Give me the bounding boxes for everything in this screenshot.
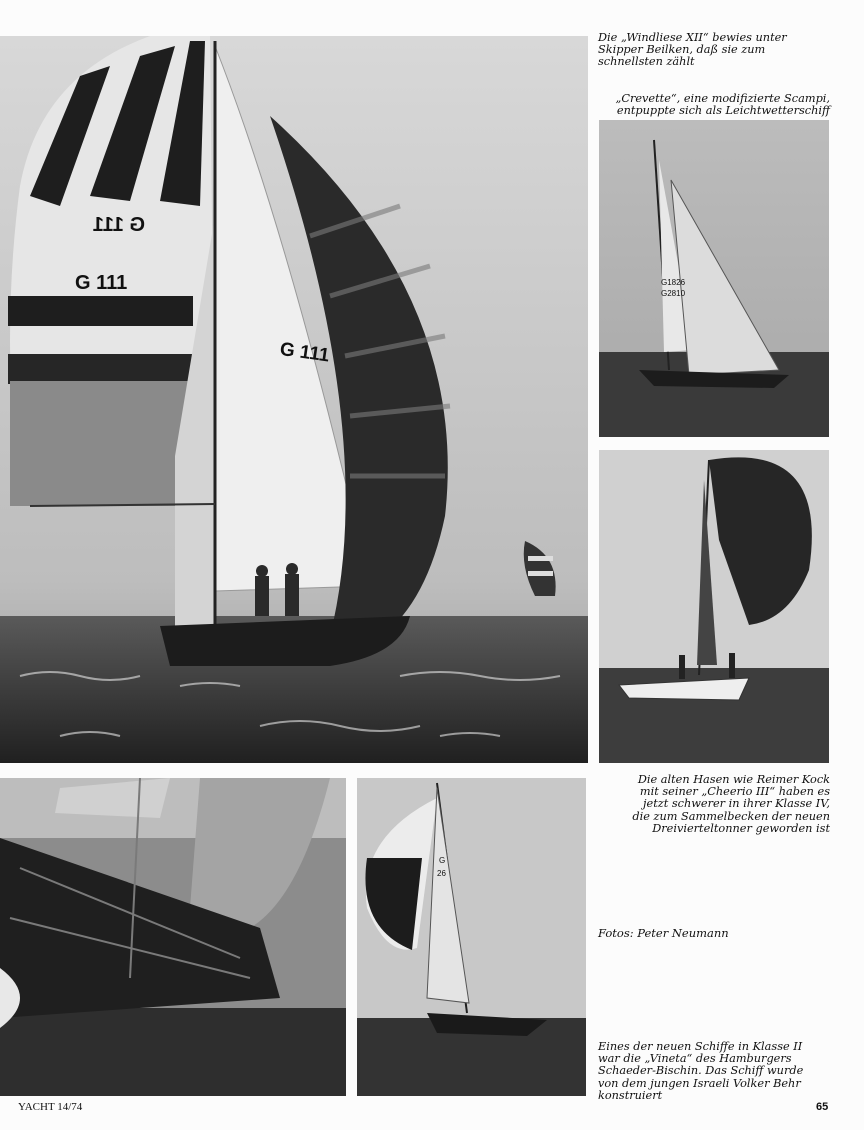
photo-crevette [599,120,829,437]
caption-line: die zum Sammelbecken der neuen [632,809,830,823]
sail-number-mirrored: G 111 [92,214,145,236]
photo-deck [0,778,346,1096]
sail-number-crevette-b: G2810 [661,289,686,298]
caption-line: von dem jungen Israeli Volker Behr [598,1076,801,1090]
caption-line: Skipper Beilken, daß sie zum [598,43,766,57]
caption-line: Die alten Hasen wie Reimer Kock [637,773,830,786]
svg-text:G [439,856,445,865]
caption-line: Dreivierteltonner geworden ist [652,821,830,835]
caption-line: mit seiner „Cheerio III“ haben es [639,785,830,799]
sail-number-vineta-a: G [439,856,446,865]
svg-text:26 [437,869,446,878]
photo-credit [598,927,729,939]
photo-credit-text: Fotos: Peter Neumann [598,926,729,940]
caption-vineta [598,1041,803,1102]
caption-line: war die „Vineta“ des Hamburgers [598,1052,792,1066]
caption-line: jetzt schwerer in ihrer Klasse IV, [643,797,830,811]
sail-number-main: G 111 [278,338,331,367]
photo-windliese [0,36,588,763]
caption-line: entpuppte sich als Leichtwetterschiff [616,104,830,118]
photo-vineta [357,778,586,1096]
caption-cheerio [632,774,830,835]
photo-cheerio [599,450,829,763]
sail-number-spinnaker: G 111 [75,272,128,294]
caption-line: Die „Windliese XII“ bewies unter [598,31,787,44]
caption-line: „Crevette“, eine modifizierte Scampi, [615,92,830,105]
page-number: 65 [816,1101,829,1113]
svg-text:G 111 [75,272,127,294]
caption-line: konstruiert [598,1088,663,1102]
svg-text:G 111 [93,214,145,236]
sail-number-crevette-a: G1826 [661,278,686,287]
magazine-issue: YACHT 14/74 [18,1101,83,1113]
caption-crevette [615,93,830,117]
svg-text:G2810 [661,289,686,298]
caption-line: Schaeder-Bischin. Das Schiff wurde [598,1064,804,1078]
sail-number-vineta-b: 26 [437,869,446,878]
caption-line: schnellsten zählt [598,55,695,69]
caption-windliese [598,32,787,69]
caption-line: Eines der neuen Schiffe in Klasse II [598,1040,803,1053]
svg-text:G1826 [661,278,686,287]
